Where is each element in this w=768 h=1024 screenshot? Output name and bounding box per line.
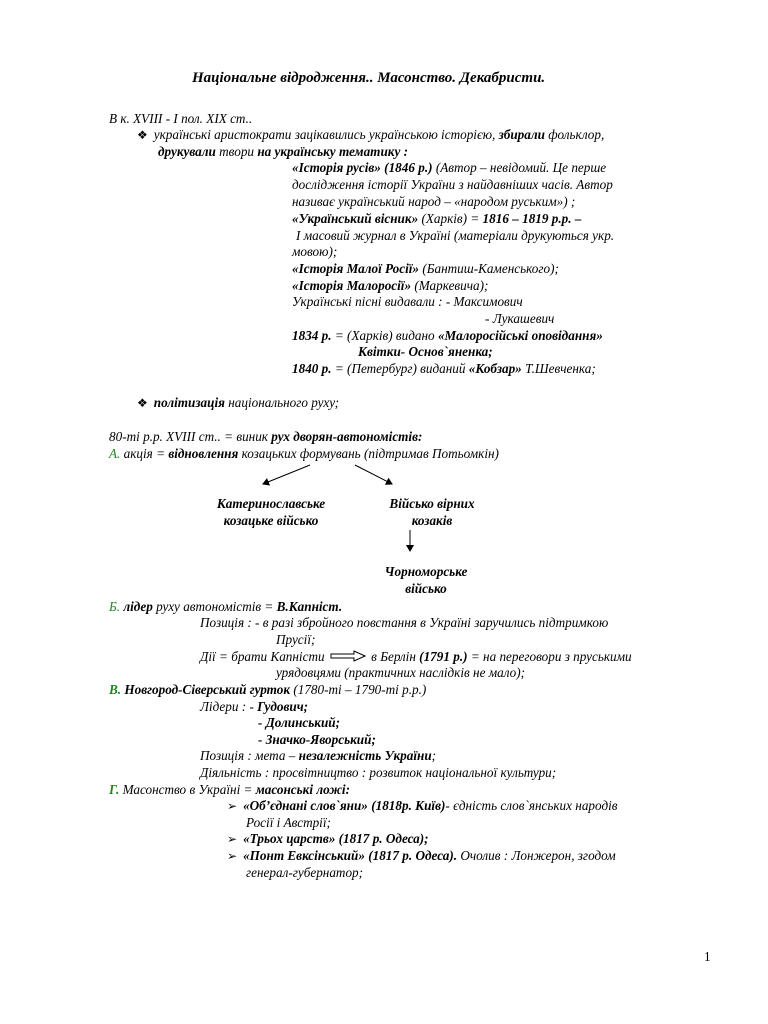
songs-publishers-cont: - Лукашевич bbox=[485, 311, 555, 326]
work-ukrainskyi-visnyk-desc: I масовий журнал в Україні (матеріали друкуються укр. bbox=[296, 228, 615, 243]
page-number: 1 bbox=[704, 949, 711, 964]
diagram-node-chornomorske: Чорноморське військо bbox=[384, 564, 468, 596]
diagram-arrow-right bbox=[355, 465, 392, 484]
section-v-leader: - Значко-Яворський; bbox=[258, 732, 376, 747]
songs-publishers: Українські пісні видавали : - Максимович bbox=[292, 294, 523, 309]
diagram-node-virni-kozaky: Військо вірних козаків bbox=[389, 496, 475, 528]
period-heading: В к. XVIII - I пол. XIX ст.. bbox=[109, 111, 253, 126]
section-v-leader: - Долинський; bbox=[258, 715, 341, 730]
diamond-bullet-icon: ❖ bbox=[137, 128, 148, 142]
work-1840: 1840 р. = (Петербург) виданий «Кобзар» Т.Шевченка; bbox=[292, 361, 596, 376]
work-ukrainskyi-visnyk-desc: мовою); bbox=[292, 244, 338, 259]
diamond-bullet-icon: ❖ bbox=[137, 396, 148, 410]
block-arrow-right-icon bbox=[330, 650, 366, 662]
work-istoriia-rusiv-desc: називає український народ – «народом руським») ; bbox=[292, 194, 576, 209]
lodge-item: ➢ «Трьох царств» (1817 р. Одеса); bbox=[227, 831, 429, 846]
section-b-position-cont: Прусії; bbox=[276, 632, 316, 647]
section-b: Б. лідер руху автономістів = В.Капніст. bbox=[109, 599, 343, 614]
lodge-item-desc: Росії і Австрії; bbox=[246, 815, 331, 830]
arrowhead-bullet-icon: ➢ bbox=[227, 799, 238, 813]
period-heading-80s: 80-ті р.р. XVIII ст.. = виник рух дворян-автономістів: bbox=[109, 429, 423, 444]
diagram-arrow-left bbox=[263, 465, 310, 484]
section-b-position: Позиція : - в разі збройного повстання в Україні заручились підтримкою bbox=[200, 615, 609, 630]
page-title: Національне відродження.. Масонство. Декабристи. bbox=[192, 70, 546, 86]
bullet-item-aristocrats-cont: друкували твори на українську тематику : bbox=[158, 144, 409, 159]
section-v-position: Позиція : мета – незалежність України; bbox=[200, 748, 437, 763]
bullet-item-politization: ❖ політизація національного руху; bbox=[137, 395, 339, 410]
work-1834: 1834 р. = (Харків) видано «Малоросійські оповідання» bbox=[292, 328, 603, 343]
section-b-actions-cont: урядовцями (практичних наслідків не мало); bbox=[276, 665, 526, 680]
lodge-item: ➢ «Понт Евксінський» (1817 р. Одеса). Очолив : Лонжерон, згодом bbox=[227, 848, 616, 863]
lodge-item: ➢ «Об’єднані слов`яни» (1818р. Київ)- єдність слов`янських народів bbox=[227, 798, 618, 813]
section-a: А. акція = відновлення козацьких формувань (підтримав Потьомкін) bbox=[109, 446, 499, 461]
work-1834-author: Квітки- Основ`яненка; bbox=[358, 344, 493, 359]
section-g: Г. Масонство в Україні = масонські ложі: bbox=[109, 782, 350, 797]
bullet-item-aristocrats: ❖ українські аристократи зацікавились українською історією, збирали фольклор, bbox=[137, 127, 605, 142]
work-istoriia-rusiv: «Історія русів» (1846 р.) (Автор – невідомий. Це перше bbox=[292, 160, 607, 175]
arrowhead-bullet-icon: ➢ bbox=[227, 832, 238, 846]
section-v: В. Новгород-Сіверський гурток (1780-ті – 1790-ті р.р.) bbox=[109, 682, 427, 697]
arrowhead-bullet-icon: ➢ bbox=[227, 849, 238, 863]
lodge-item-desc: генерал-губернатор; bbox=[246, 865, 364, 880]
diagram-node-katerynoslav: Катеринославське козацьке військо bbox=[216, 496, 326, 528]
work-ukrainskyi-visnyk: «Український вісник» (Харків) = 1816 – 1819 р.р. – bbox=[292, 211, 582, 226]
work-istoriia-rusiv-desc: дослідження історії України з найдавніших часів. Автор bbox=[292, 177, 613, 192]
section-v-activity: Діяльність : просвітництво : розвиток національної культури; bbox=[200, 765, 557, 780]
work-istoriia-malorosii: «Історія Малоросії» (Маркевича); bbox=[292, 278, 489, 293]
section-v-leaders: Лідери : - Гудович; bbox=[200, 699, 309, 714]
section-b-actions: Дії = брати Капністи в Берлін (1791 р.) = на переговори з пруськими bbox=[200, 649, 632, 664]
work-istoriia-maloi-rosii: «Історія Малої Росії» (Бантиш-Каменського); bbox=[292, 261, 559, 276]
